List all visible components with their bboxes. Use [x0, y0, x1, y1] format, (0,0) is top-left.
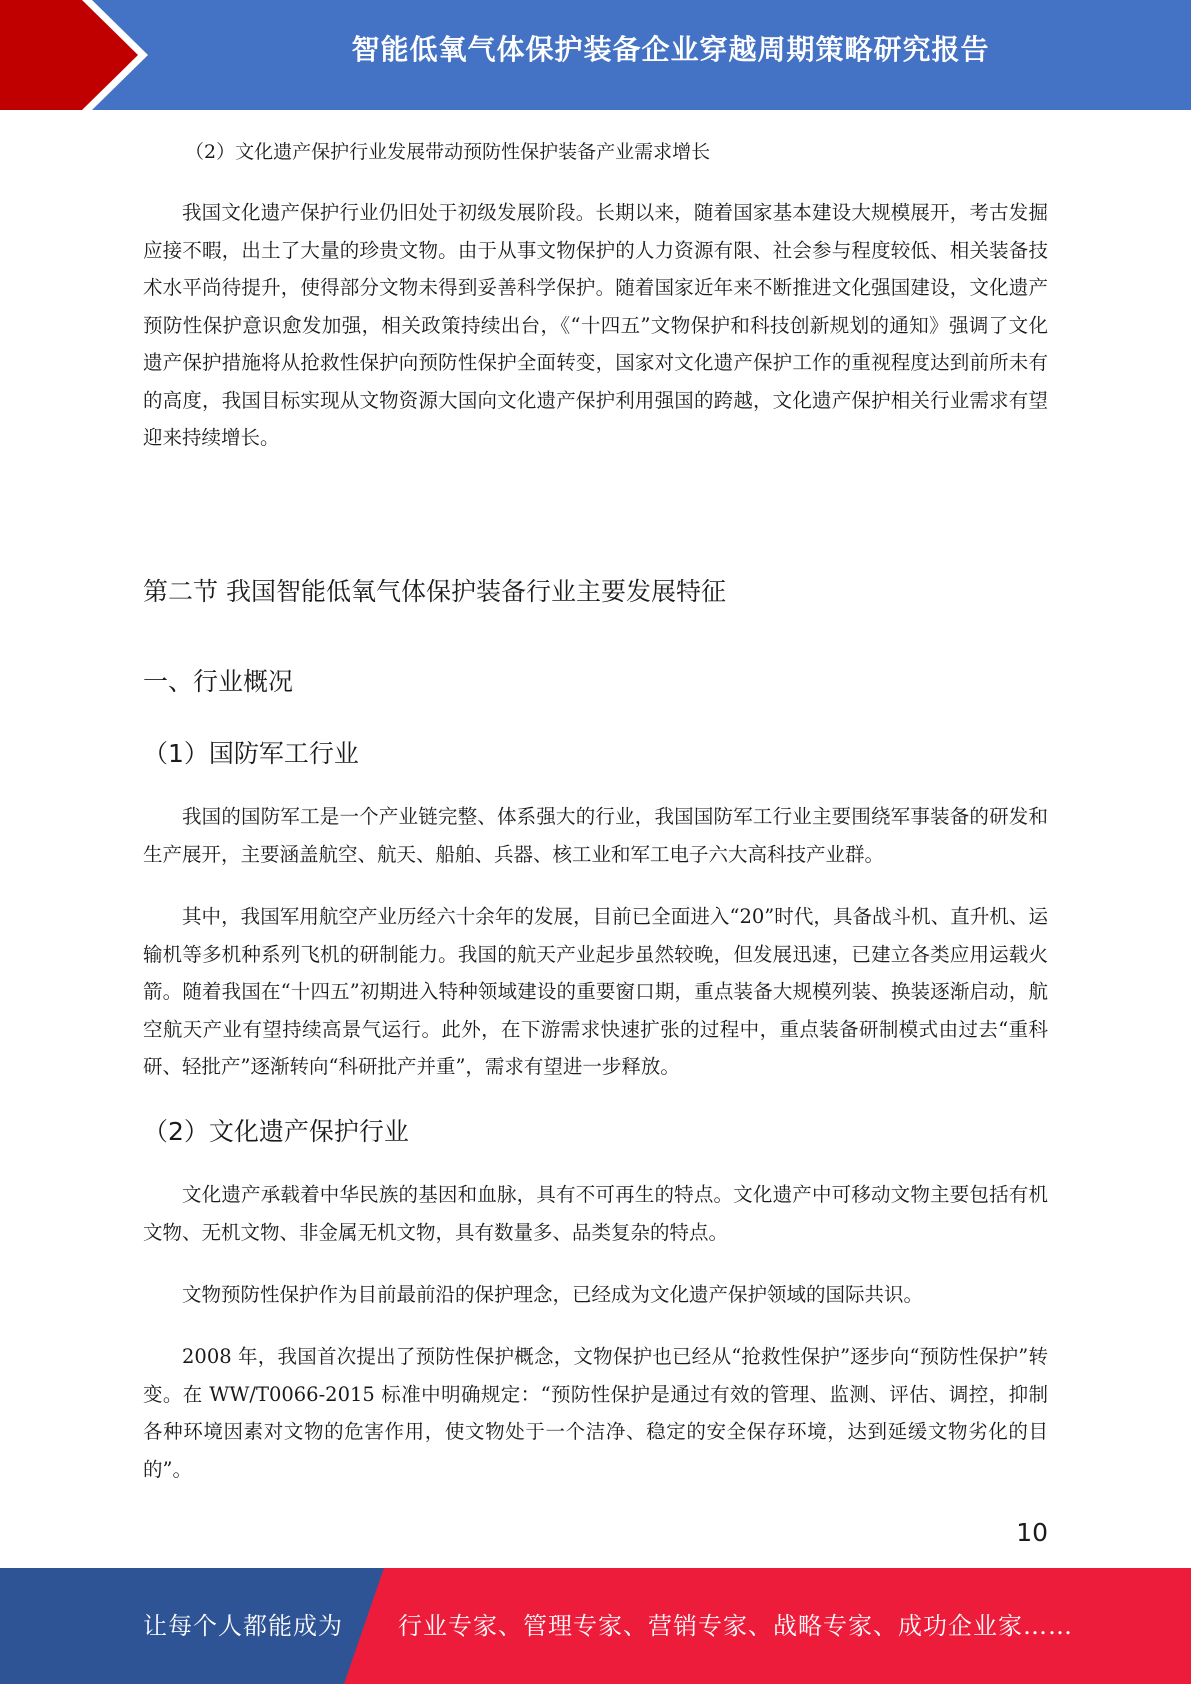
heading-industry-overview: 一、行业概况 [143, 667, 294, 696]
page-header [0, 0, 1191, 110]
heading-defense-industry: （1）国防军工行业 [143, 739, 359, 768]
paragraph-heritage-intro: 文化遗产承载着中华民族的基因和血脉，具有不可再生的特点。文化遗产中可移动文物主要包括有机文物、无机文物、非金属无机文物，具有数量多、品类复杂的特点。 [143, 1183, 1048, 1244]
footer-slogan-left: 让每个人都能成为 [143, 1612, 343, 1640]
paragraph-defense-aviation: 其中，我国军用航空产业历经六十余年的发展，目前已全面进入“20”时代，具备战斗机、直升机、运输机等多机种系列飞机的研制能力。我国的航天产业起步虽然较晚，但发展迅速，已建立各类应用运载火箭。随着我国在“十四五”初期进入特种领域建设的重要窗口期，重点装备大规模列装、换装逐渐启动，航空航天产业有望持续高景气运行。此外，在下游需求快速扩张的过程中，重点装备研制模式由过去“重科研、轻批产”逐渐转向“科研批产并重”，需求有望进一步释放。 [143, 905, 1048, 1078]
paragraph-preventive-consensus: 文物预防性保护作为目前最前沿的保护理念，已经成为文化遗产保护领域的国际共识。 [182, 1283, 924, 1306]
header-red-arrow-decoration [0, 0, 160, 110]
report-title: 智能低氧气体保护装备企业穿越周期策略研究报告 [351, 33, 990, 66]
subsection-title: （2）文化遗产保护行业发展带动预防性保护装备产业需求增长 [185, 141, 711, 163]
page-footer [0, 1568, 1191, 1684]
paragraph-defense-intro: 我国的国防军工是一个产业链完整、体系强大的行业，我国国防军工行业主要围绕军事装备的研发和生产展开，主要涵盖航空、航天、船舶、兵器、核工业和军工电子六大高科技产业群。 [143, 805, 1048, 866]
paragraph-preventive-2008: 2008 年，我国首次提出了预防性保护概念，文物保护也已经从“抢救性保护”逐步向“预防性保护”转变。在 WW/T0066-2015 标准中明确规定：“预防性保护是通过有效的管理、监测、评估、调控，抑制各种环境因素对文物的危害作用，使文物处于一个洁净、稳定的安全保存环境，达到延缓文物劣化的目的”。 [143, 1345, 1048, 1481]
paragraph-heritage-growth: 我国文化遗产保护行业仍旧处于初级发展阶段。长期以来，随着国家基本建设大规模展开，考古发掘应接不暇，出土了大量的珍贵文物。由于从事文物保护的人力资源有限、社会参与程度较低、相关装备技术水平尚待提升，使得部分文物未得到妥善科学保护。随着国家近年来不断推进文化强国建设，文化遗产预防性保护意识愈发加强，相关政策持续出台，《“十四五”文物保护和科技创新规划的通知》强调了文化遗产保护措施将从抢救性保护向预防性保护全面转变，国家对文化遗产保护工作的重视程度达到前所未有的高度，我国目标实现从文物资源大国向文化遗产保护利用强国的跨越，文化遗产保护相关行业需求有望迎来持续增长。 [143, 201, 1048, 449]
section-title: 第二节 我国智能低氧气体保护装备行业主要发展特征 [143, 577, 726, 606]
footer-slogan-right: 行业专家、管理专家、营销专家、战略专家、成功企业家…… [398, 1612, 1073, 1640]
heading-heritage-industry: （2）文化遗产保护行业 [143, 1117, 409, 1146]
page-number: 10 [1016, 1518, 1048, 1547]
